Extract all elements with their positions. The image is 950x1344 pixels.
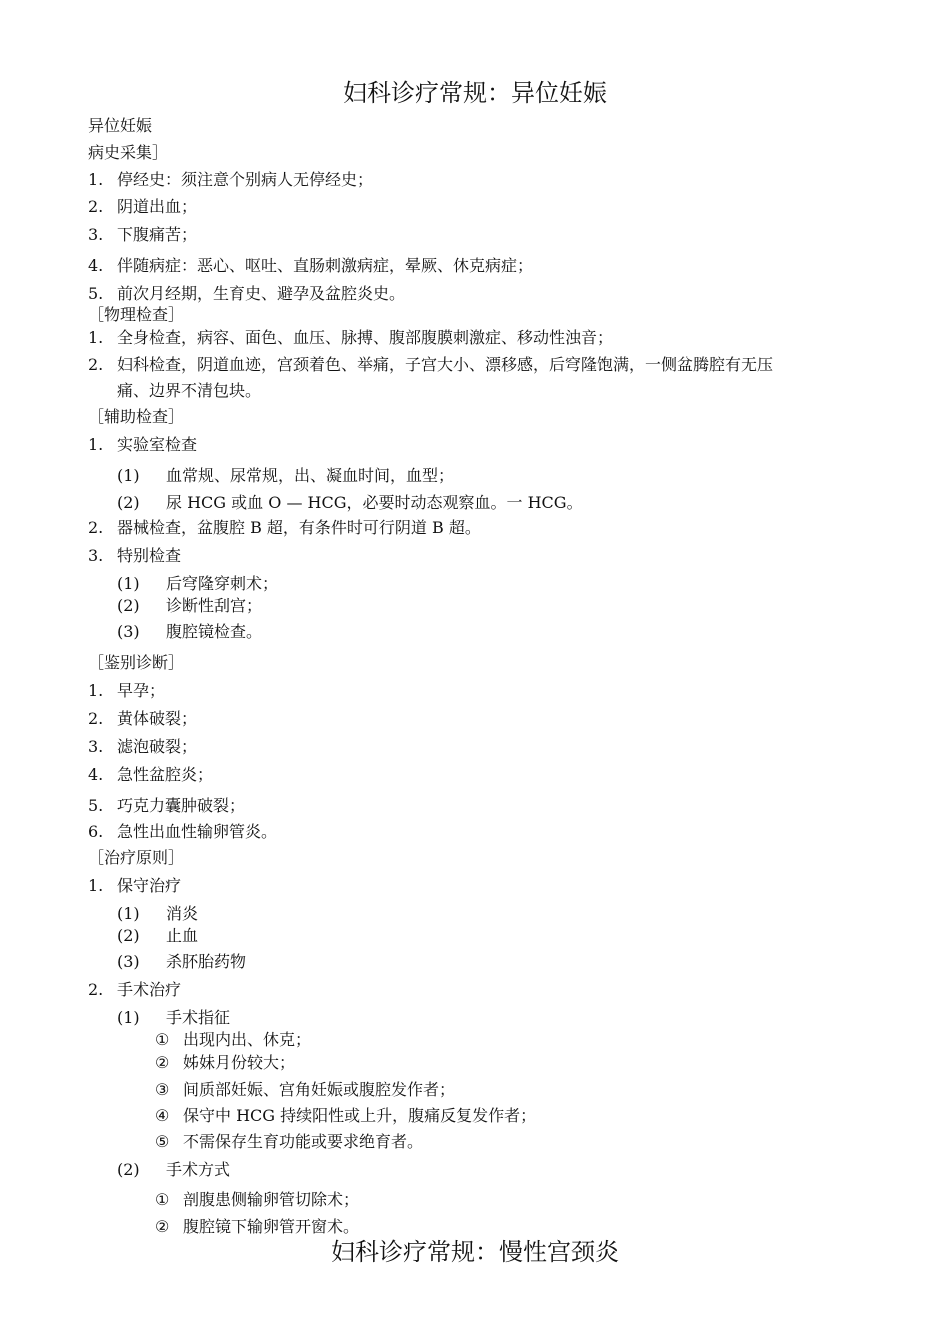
list-item: 前次月经期，生育史、避孕及盆腔炎史。 — [117, 284, 406, 303]
sub-item: 后穹隆穿刺术； — [166, 574, 279, 593]
circled-number: ⑤ — [155, 1132, 170, 1151]
list-item-number: 2. — [88, 980, 104, 999]
method-item: 腹腔镜下输卵管开窗术。 — [183, 1217, 360, 1236]
sub-item: 尿 HCG 或血 O — HCG，必要时动态观察血。一 HCG。 — [166, 493, 583, 512]
sub-item: 手术指征 — [166, 1008, 231, 1027]
list-item-number: 4. — [88, 256, 104, 275]
list-item-number: 2. — [88, 355, 104, 374]
list-item-number: 1. — [88, 435, 104, 454]
list-item-number: 1. — [88, 170, 104, 189]
sub-item: 血常规、尿常规，出、凝血时间，血型； — [166, 466, 455, 485]
sub-item-number: (2) — [117, 1160, 140, 1179]
history-heading: 病史采集］ — [88, 143, 169, 162]
indication-item: 保守中 HCG 持续阳性或上升，腹痛反复发作者； — [183, 1106, 537, 1125]
list-item: 特别检查 — [117, 546, 182, 565]
sub-item-number: (3) — [117, 952, 140, 971]
list-item: 滤泡破裂； — [117, 737, 198, 756]
list-item: 巧克力囊肿破裂； — [117, 796, 246, 815]
list-item-number: 1. — [88, 681, 104, 700]
indication-item: 间质部妊娠、宫角妊娠或腹腔发作者； — [183, 1080, 456, 1099]
list-item-number: 4. — [88, 765, 104, 784]
sub-item: 手术方式 — [166, 1160, 231, 1179]
sub-item-number: (2) — [117, 926, 140, 945]
list-item-number: 2. — [88, 518, 104, 537]
list-item-continuation: 痛、边界不清包块。 — [117, 381, 262, 400]
sub-item-number: (2) — [117, 596, 140, 615]
list-item-number: 1. — [88, 876, 104, 895]
sub-item-number: (1) — [117, 1008, 140, 1027]
differential-heading: ［鉴别诊断］ — [88, 653, 185, 672]
list-item: 阴道出血； — [117, 197, 198, 216]
sub-item-number: (1) — [117, 466, 140, 485]
list-item-number: 1. — [88, 328, 104, 347]
list-item-number: 3. — [88, 546, 104, 565]
method-item: 剖腹患侧输卵管切除术； — [183, 1190, 360, 1209]
list-item: 停经史：须注意个别病人无停经史； — [117, 170, 374, 189]
list-item: 器械检查，盆腹腔 B 超，有条件时可行阴道 B 超。 — [117, 518, 481, 537]
sub-item-number: (3) — [117, 622, 140, 641]
section-subtitle: 异位妊娠 — [88, 116, 153, 135]
circled-number: ① — [155, 1030, 170, 1049]
next-section-title: 妇科诊疗常规：慢性宫颈炎 — [331, 1238, 619, 1266]
sub-item: 诊断性刮宫； — [166, 596, 263, 615]
list-item: 下腹痛苦； — [117, 225, 198, 244]
sub-item: 杀肧胎药物 — [166, 952, 247, 971]
list-item-number: 3. — [88, 225, 104, 244]
list-item: 黄体破裂； — [117, 709, 198, 728]
list-item: 急性盆腔炎； — [117, 765, 214, 784]
sub-item: 止血 — [166, 926, 199, 945]
circled-number: ① — [155, 1190, 170, 1209]
list-item: 伴随病症：恶心、呕吐、直肠刺激病症，晕厥、休克病症； — [117, 256, 534, 275]
indication-item: 不需保存生育功能或要求绝育者。 — [183, 1132, 424, 1151]
auxiliary-heading: ［辅助检查］ — [88, 407, 185, 426]
list-item: 妇科检查，阴道血迹，宫颈着色、举痛，子宫大小、漂移感，后穹隆饱满，一侧盆腾腔有无压 — [117, 355, 774, 374]
circled-number: ④ — [155, 1106, 170, 1125]
list-item: 实验室检查 — [117, 435, 198, 454]
list-item-number: 3. — [88, 737, 104, 756]
list-item: 早孕； — [117, 681, 166, 700]
list-item-number: 2. — [88, 197, 104, 216]
sub-item-number: (1) — [117, 904, 140, 923]
indication-item: 姊妹月份较大； — [183, 1053, 296, 1072]
sub-item-number: (2) — [117, 493, 140, 512]
list-item-number: 6. — [88, 822, 104, 841]
circled-number: ③ — [155, 1080, 170, 1099]
sub-item: 消炎 — [166, 904, 199, 923]
physical-heading: ［物理检查］ — [88, 305, 185, 324]
page-title: 妇科诊疗常规：异位妊娠 — [343, 79, 607, 107]
list-item: 急性出血性输卵管炎。 — [117, 822, 278, 841]
list-item-number: 2. — [88, 709, 104, 728]
indication-item: 出现内出、休克； — [183, 1030, 312, 1049]
list-item: 全身检查，病容、面色、血压、脉搏、腹部腹膜刺激症、移动性浊音； — [117, 328, 614, 347]
list-item: 保守治疗 — [117, 876, 182, 895]
circled-number: ② — [155, 1217, 170, 1236]
circled-number: ② — [155, 1053, 170, 1072]
sub-item-number: (1) — [117, 574, 140, 593]
list-item-number: 5. — [88, 796, 104, 815]
sub-item: 腹腔镜检查。 — [166, 622, 263, 641]
list-item: 手术治疗 — [117, 980, 182, 999]
treatment-heading: ［治疗原则］ — [88, 848, 185, 867]
list-item-number: 5. — [88, 284, 104, 303]
